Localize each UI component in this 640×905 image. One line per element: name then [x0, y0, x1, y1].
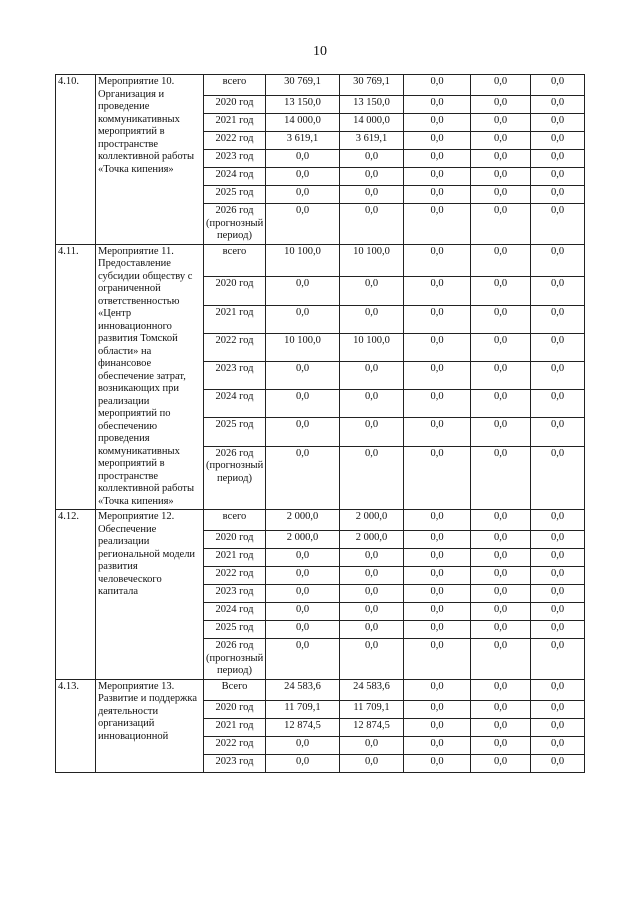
value-cell: 11 709,1 [266, 700, 340, 718]
value-cell: 3 619,1 [266, 132, 340, 150]
value-cell: 0,0 [471, 277, 531, 305]
value-cell: 0,0 [404, 754, 471, 772]
value-cell: 0,0 [404, 186, 471, 204]
year-cell: 2022 год [204, 736, 266, 754]
value-cell: 0,0 [531, 132, 585, 150]
value-cell: 0,0 [404, 132, 471, 150]
value-cell: 0,0 [531, 114, 585, 132]
value-cell: 0,0 [471, 204, 531, 245]
year-cell: 2020 год [204, 96, 266, 114]
value-cell: 0,0 [531, 718, 585, 736]
value-cell: 0,0 [266, 639, 340, 680]
year-cell: 2023 год [204, 754, 266, 772]
item-description: Мероприятие 13. Развитие и поддержка деятельности организаций инновационной [96, 679, 204, 772]
year-cell: 2025 год [204, 186, 266, 204]
value-cell: 0,0 [531, 531, 585, 549]
value-cell: 12 874,5 [266, 718, 340, 736]
value-cell: 0,0 [471, 736, 531, 754]
value-cell: 0,0 [266, 277, 340, 305]
value-cell: 0,0 [404, 305, 471, 333]
value-cell: 0,0 [340, 150, 404, 168]
item-number: 4.10. [56, 75, 96, 245]
value-cell: 0,0 [531, 361, 585, 389]
value-cell: 0,0 [404, 549, 471, 567]
year-cell: 2022 год [204, 567, 266, 585]
value-cell: 0,0 [471, 114, 531, 132]
year-cell: 2022 год [204, 132, 266, 150]
item-number: 4.12. [56, 510, 96, 680]
value-cell: 13 150,0 [340, 96, 404, 114]
table-row [56, 679, 585, 700]
value-cell: 30 769,1 [340, 75, 404, 96]
value-cell: 0,0 [531, 305, 585, 333]
value-cell: 2 000,0 [266, 510, 340, 531]
value-cell: 0,0 [404, 567, 471, 585]
value-cell: 0,0 [471, 361, 531, 389]
value-cell: 0,0 [471, 244, 531, 277]
value-cell: 0,0 [404, 75, 471, 96]
value-cell: 0,0 [404, 510, 471, 531]
year-cell: 2020 год [204, 277, 266, 305]
value-cell: 0,0 [340, 418, 404, 446]
value-cell: 0,0 [531, 585, 585, 603]
value-cell: 0,0 [340, 549, 404, 567]
year-cell: 2026 год (прогнозный период) [204, 204, 266, 245]
value-cell: 0,0 [531, 96, 585, 114]
value-cell: 0,0 [471, 390, 531, 418]
value-cell: 0,0 [531, 244, 585, 277]
value-cell: 0,0 [471, 700, 531, 718]
year-cell: 2024 год [204, 390, 266, 418]
value-cell: 0,0 [404, 114, 471, 132]
value-cell: 0,0 [404, 361, 471, 389]
year-cell: всего [204, 244, 266, 277]
value-cell: 0,0 [340, 390, 404, 418]
year-cell: Всего [204, 679, 266, 700]
value-cell: 0,0 [531, 679, 585, 700]
year-cell: 2021 год [204, 718, 266, 736]
value-cell: 0,0 [340, 754, 404, 772]
item-description: Мероприятие 10. Организация и проведение коммуникативных мероприятий в пространстве коллективной работы «Точка кипения» [96, 75, 204, 245]
value-cell: 0,0 [404, 418, 471, 446]
value-cell: 0,0 [266, 390, 340, 418]
year-cell: 2021 год [204, 305, 266, 333]
value-cell: 0,0 [340, 446, 404, 509]
value-cell: 0,0 [471, 446, 531, 509]
table-row [56, 244, 585, 277]
budget-table [55, 74, 585, 773]
value-cell: 0,0 [471, 718, 531, 736]
value-cell: 10 100,0 [340, 333, 404, 361]
year-cell: 2020 год [204, 700, 266, 718]
value-cell: 0,0 [531, 603, 585, 621]
value-cell: 0,0 [266, 204, 340, 245]
value-cell: 14 000,0 [340, 114, 404, 132]
value-cell: 0,0 [404, 531, 471, 549]
table-row [56, 510, 585, 531]
value-cell: 0,0 [404, 736, 471, 754]
value-cell: 0,0 [531, 549, 585, 567]
year-cell: 2020 год [204, 531, 266, 549]
value-cell: 0,0 [471, 305, 531, 333]
value-cell: 0,0 [404, 150, 471, 168]
value-cell: 0,0 [471, 333, 531, 361]
value-cell: 0,0 [471, 150, 531, 168]
value-cell: 30 769,1 [266, 75, 340, 96]
value-cell: 0,0 [404, 603, 471, 621]
value-cell: 0,0 [266, 603, 340, 621]
value-cell: 0,0 [404, 700, 471, 718]
value-cell: 2 000,0 [340, 531, 404, 549]
value-cell: 0,0 [531, 510, 585, 531]
value-cell: 0,0 [340, 603, 404, 621]
value-cell: 0,0 [266, 186, 340, 204]
item-number: 4.13. [56, 679, 96, 772]
year-cell: 2022 год [204, 333, 266, 361]
year-cell: 2023 год [204, 150, 266, 168]
value-cell: 0,0 [531, 567, 585, 585]
value-cell: 0,0 [471, 510, 531, 531]
value-cell: 0,0 [531, 639, 585, 680]
value-cell: 0,0 [404, 277, 471, 305]
value-cell: 0,0 [266, 736, 340, 754]
value-cell: 0,0 [471, 754, 531, 772]
value-cell: 24 583,6 [266, 679, 340, 700]
value-cell: 0,0 [266, 305, 340, 333]
value-cell: 0,0 [471, 639, 531, 680]
table-row [56, 75, 585, 96]
value-cell: 12 874,5 [340, 718, 404, 736]
value-cell: 0,0 [531, 75, 585, 96]
value-cell: 14 000,0 [266, 114, 340, 132]
year-cell: 2023 год [204, 585, 266, 603]
value-cell: 0,0 [266, 754, 340, 772]
value-cell: 13 150,0 [266, 96, 340, 114]
value-cell: 0,0 [404, 168, 471, 186]
value-cell: 0,0 [340, 361, 404, 389]
item-description: Мероприятие 11. Предоставление субсидии обществу с ограниченной ответственностью «Центр инновационного развития Томской области» на финансовое обеспечение затрат, возникающих при реализации мероприятий по обеспечению проведения коммуникативных мероприятий в пространстве коллективной работы «Точка кипения» [96, 244, 204, 510]
value-cell: 10 100,0 [340, 244, 404, 277]
value-cell: 0,0 [531, 168, 585, 186]
value-cell: 0,0 [531, 390, 585, 418]
value-cell: 0,0 [340, 204, 404, 245]
value-cell: 0,0 [471, 186, 531, 204]
value-cell: 3 619,1 [340, 132, 404, 150]
value-cell: 0,0 [340, 305, 404, 333]
value-cell: 0,0 [531, 446, 585, 509]
year-cell: всего [204, 75, 266, 96]
value-cell: 0,0 [531, 277, 585, 305]
value-cell: 0,0 [471, 621, 531, 639]
value-cell: 0,0 [471, 567, 531, 585]
value-cell: 0,0 [471, 418, 531, 446]
value-cell: 0,0 [471, 603, 531, 621]
value-cell: 0,0 [266, 361, 340, 389]
value-cell: 0,0 [471, 132, 531, 150]
value-cell: 0,0 [404, 679, 471, 700]
value-cell: 0,0 [471, 531, 531, 549]
budget-table-body [56, 75, 585, 773]
item-description: Мероприятие 12. Обеспечение реализации региональной модели развития человеческого капитала [96, 510, 204, 680]
item-number: 4.11. [56, 244, 96, 510]
page-number: 10 [313, 44, 327, 59]
value-cell: 0,0 [340, 277, 404, 305]
value-cell: 0,0 [404, 585, 471, 603]
value-cell: 0,0 [266, 585, 340, 603]
value-cell: 24 583,6 [340, 679, 404, 700]
value-cell: 0,0 [471, 549, 531, 567]
value-cell: 0,0 [531, 754, 585, 772]
value-cell: 0,0 [471, 96, 531, 114]
value-cell: 0,0 [266, 446, 340, 509]
value-cell: 0,0 [340, 168, 404, 186]
value-cell: 0,0 [471, 75, 531, 96]
value-cell: 0,0 [340, 567, 404, 585]
value-cell: 0,0 [471, 168, 531, 186]
value-cell: 2 000,0 [266, 531, 340, 549]
value-cell: 0,0 [471, 585, 531, 603]
value-cell: 10 100,0 [266, 244, 340, 277]
value-cell: 0,0 [531, 418, 585, 446]
value-cell: 0,0 [266, 567, 340, 585]
year-cell: 2026 год (прогнозный период) [204, 446, 266, 509]
value-cell: 0,0 [404, 718, 471, 736]
value-cell: 0,0 [266, 168, 340, 186]
value-cell: 0,0 [266, 418, 340, 446]
value-cell: 0,0 [531, 736, 585, 754]
year-cell: 2024 год [204, 168, 266, 186]
value-cell: 0,0 [266, 150, 340, 168]
value-cell: 0,0 [404, 621, 471, 639]
value-cell: 0,0 [404, 244, 471, 277]
value-cell: 0,0 [531, 700, 585, 718]
value-cell: 0,0 [404, 390, 471, 418]
value-cell: 0,0 [531, 621, 585, 639]
value-cell: 0,0 [531, 186, 585, 204]
value-cell: 10 100,0 [266, 333, 340, 361]
year-cell: 2021 год [204, 114, 266, 132]
value-cell: 2 000,0 [340, 510, 404, 531]
value-cell: 0,0 [404, 204, 471, 245]
value-cell: 0,0 [340, 585, 404, 603]
value-cell: 0,0 [340, 639, 404, 680]
value-cell: 0,0 [404, 96, 471, 114]
value-cell: 0,0 [340, 186, 404, 204]
year-cell: 2025 год [204, 621, 266, 639]
year-cell: всего [204, 510, 266, 531]
value-cell: 0,0 [404, 333, 471, 361]
value-cell: 0,0 [340, 736, 404, 754]
value-cell: 11 709,1 [340, 700, 404, 718]
value-cell: 0,0 [531, 333, 585, 361]
value-cell: 0,0 [404, 446, 471, 509]
value-cell: 0,0 [531, 204, 585, 245]
value-cell: 0,0 [404, 639, 471, 680]
year-cell: 2026 год (прогнозный период) [204, 639, 266, 680]
year-cell: 2021 год [204, 549, 266, 567]
value-cell: 0,0 [531, 150, 585, 168]
value-cell: 0,0 [340, 621, 404, 639]
year-cell: 2024 год [204, 603, 266, 621]
value-cell: 0,0 [471, 679, 531, 700]
value-cell: 0,0 [266, 621, 340, 639]
value-cell: 0,0 [266, 549, 340, 567]
year-cell: 2025 год [204, 418, 266, 446]
year-cell: 2023 год [204, 361, 266, 389]
